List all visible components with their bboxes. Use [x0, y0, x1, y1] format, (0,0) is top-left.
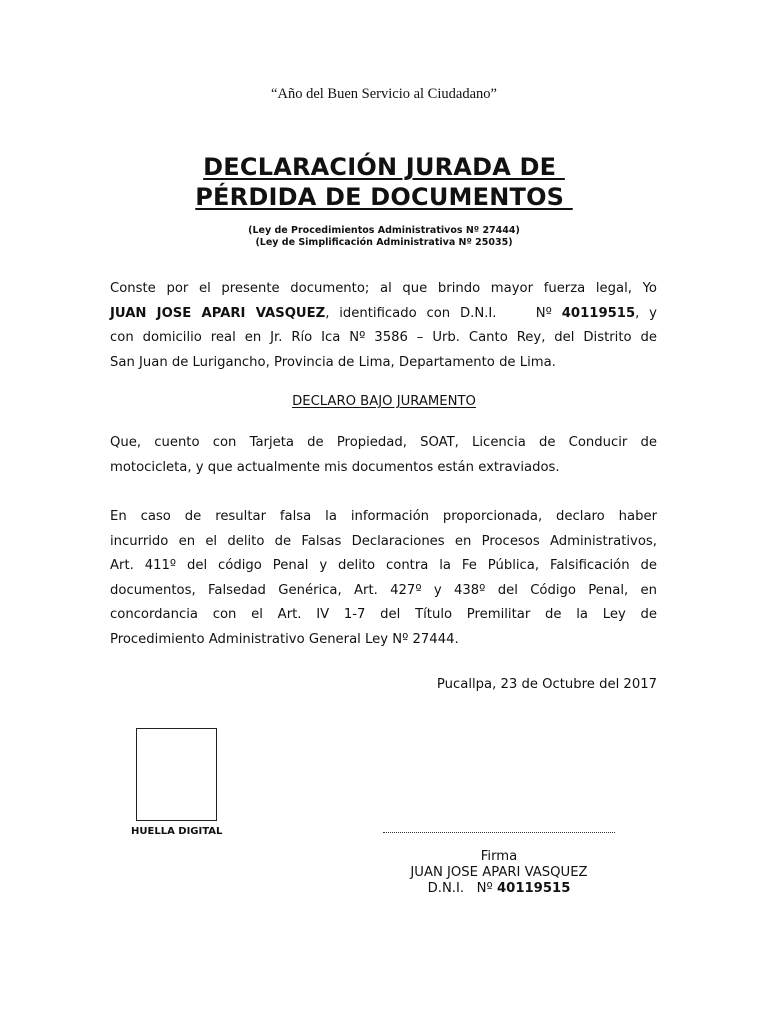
- declarant-name: JUAN JOSE APARI VASQUEZ: [110, 305, 326, 321]
- paragraph-line: Conste por el presente documento; al que brindo mayor fuerza legal, Yo: [110, 281, 657, 296]
- paragraph-line: incurrido en el delito de Falsas Declaraciones en Procesos Administrativos,: [110, 533, 657, 549]
- paragraph-line: En caso de resultar falsa la información proporcionada, declaro haber: [110, 509, 657, 524]
- oath-heading: DECLARO BAJO JURAMENTO: [292, 394, 476, 409]
- paragraph-line: [110, 302, 657, 327]
- legal-paragraph: [110, 505, 657, 652]
- header-motto: “Año del Buen Servicio al Ciudadano”: [271, 86, 497, 102]
- paragraph-line: concordancia con el Art. IV 1-7 del Título Premilitar de la Ley de: [110, 607, 657, 622]
- paragraph-line: con domicilio real en Jr. Río Ica Nº 3586 – Urb. Canto Rey, del Distrito de: [110, 330, 657, 345]
- paragraph-line: motocicleta, y que actualmente mis documentos están extraviados.: [110, 459, 560, 475]
- law-reference-2: (Ley de Simplificación Administrativa Nº 25035): [255, 237, 513, 248]
- declarant-dni: 40119515: [561, 305, 636, 321]
- signer-dni: [383, 881, 615, 897]
- paragraph-line: San Juan de Lurigancho, Provincia de Lima, Departamento de Lima.: [110, 354, 556, 370]
- signature-line: [383, 832, 615, 833]
- paragraph-line: Que, cuento con Tarjeta de Propiedad, SOAT, Licencia de Conducir de: [110, 435, 657, 450]
- signer-dni-number: 40119515: [496, 881, 571, 896]
- law-references: [0, 225, 768, 249]
- signer-dni-label: D.N.I.: [427, 881, 465, 896]
- signer-name: JUAN JOSE APARI VASQUEZ: [410, 865, 588, 880]
- paragraph-line: Art. 411º del código Penal y delito contra la Fe Pública, Falsificación de: [110, 558, 657, 573]
- fingerprint-label: HUELLA DIGITAL: [131, 826, 223, 837]
- fingerprint-box: [136, 728, 217, 821]
- paragraph-line: documentos, Falsedad Genérica, Art. 427º y 438º del Código Penal, en: [110, 582, 657, 598]
- declarant-paragraph: [110, 277, 657, 375]
- dni-prefix: Nº: [535, 305, 552, 321]
- place-date: Pucallpa, 23 de Octubre del 2017: [436, 677, 657, 692]
- paragraph-line: Procedimiento Administrativo General Ley Nº 27444.: [110, 631, 459, 647]
- documents-paragraph: [110, 431, 657, 480]
- signature-label: Firma: [480, 849, 518, 864]
- document-title-line1: DECLARACIÓN JURADA DE: [203, 153, 565, 181]
- paragraph-text: , y: [635, 305, 657, 321]
- signer-dni-prefix: Nº: [476, 881, 493, 896]
- document-title-line2: PÉRDIDA DE DOCUMENTOS: [195, 183, 573, 211]
- paragraph-text: , identificado con D.N.I.: [325, 305, 497, 321]
- law-reference-1: (Ley de Procedimientos Administrativos Nº 27444): [248, 225, 520, 236]
